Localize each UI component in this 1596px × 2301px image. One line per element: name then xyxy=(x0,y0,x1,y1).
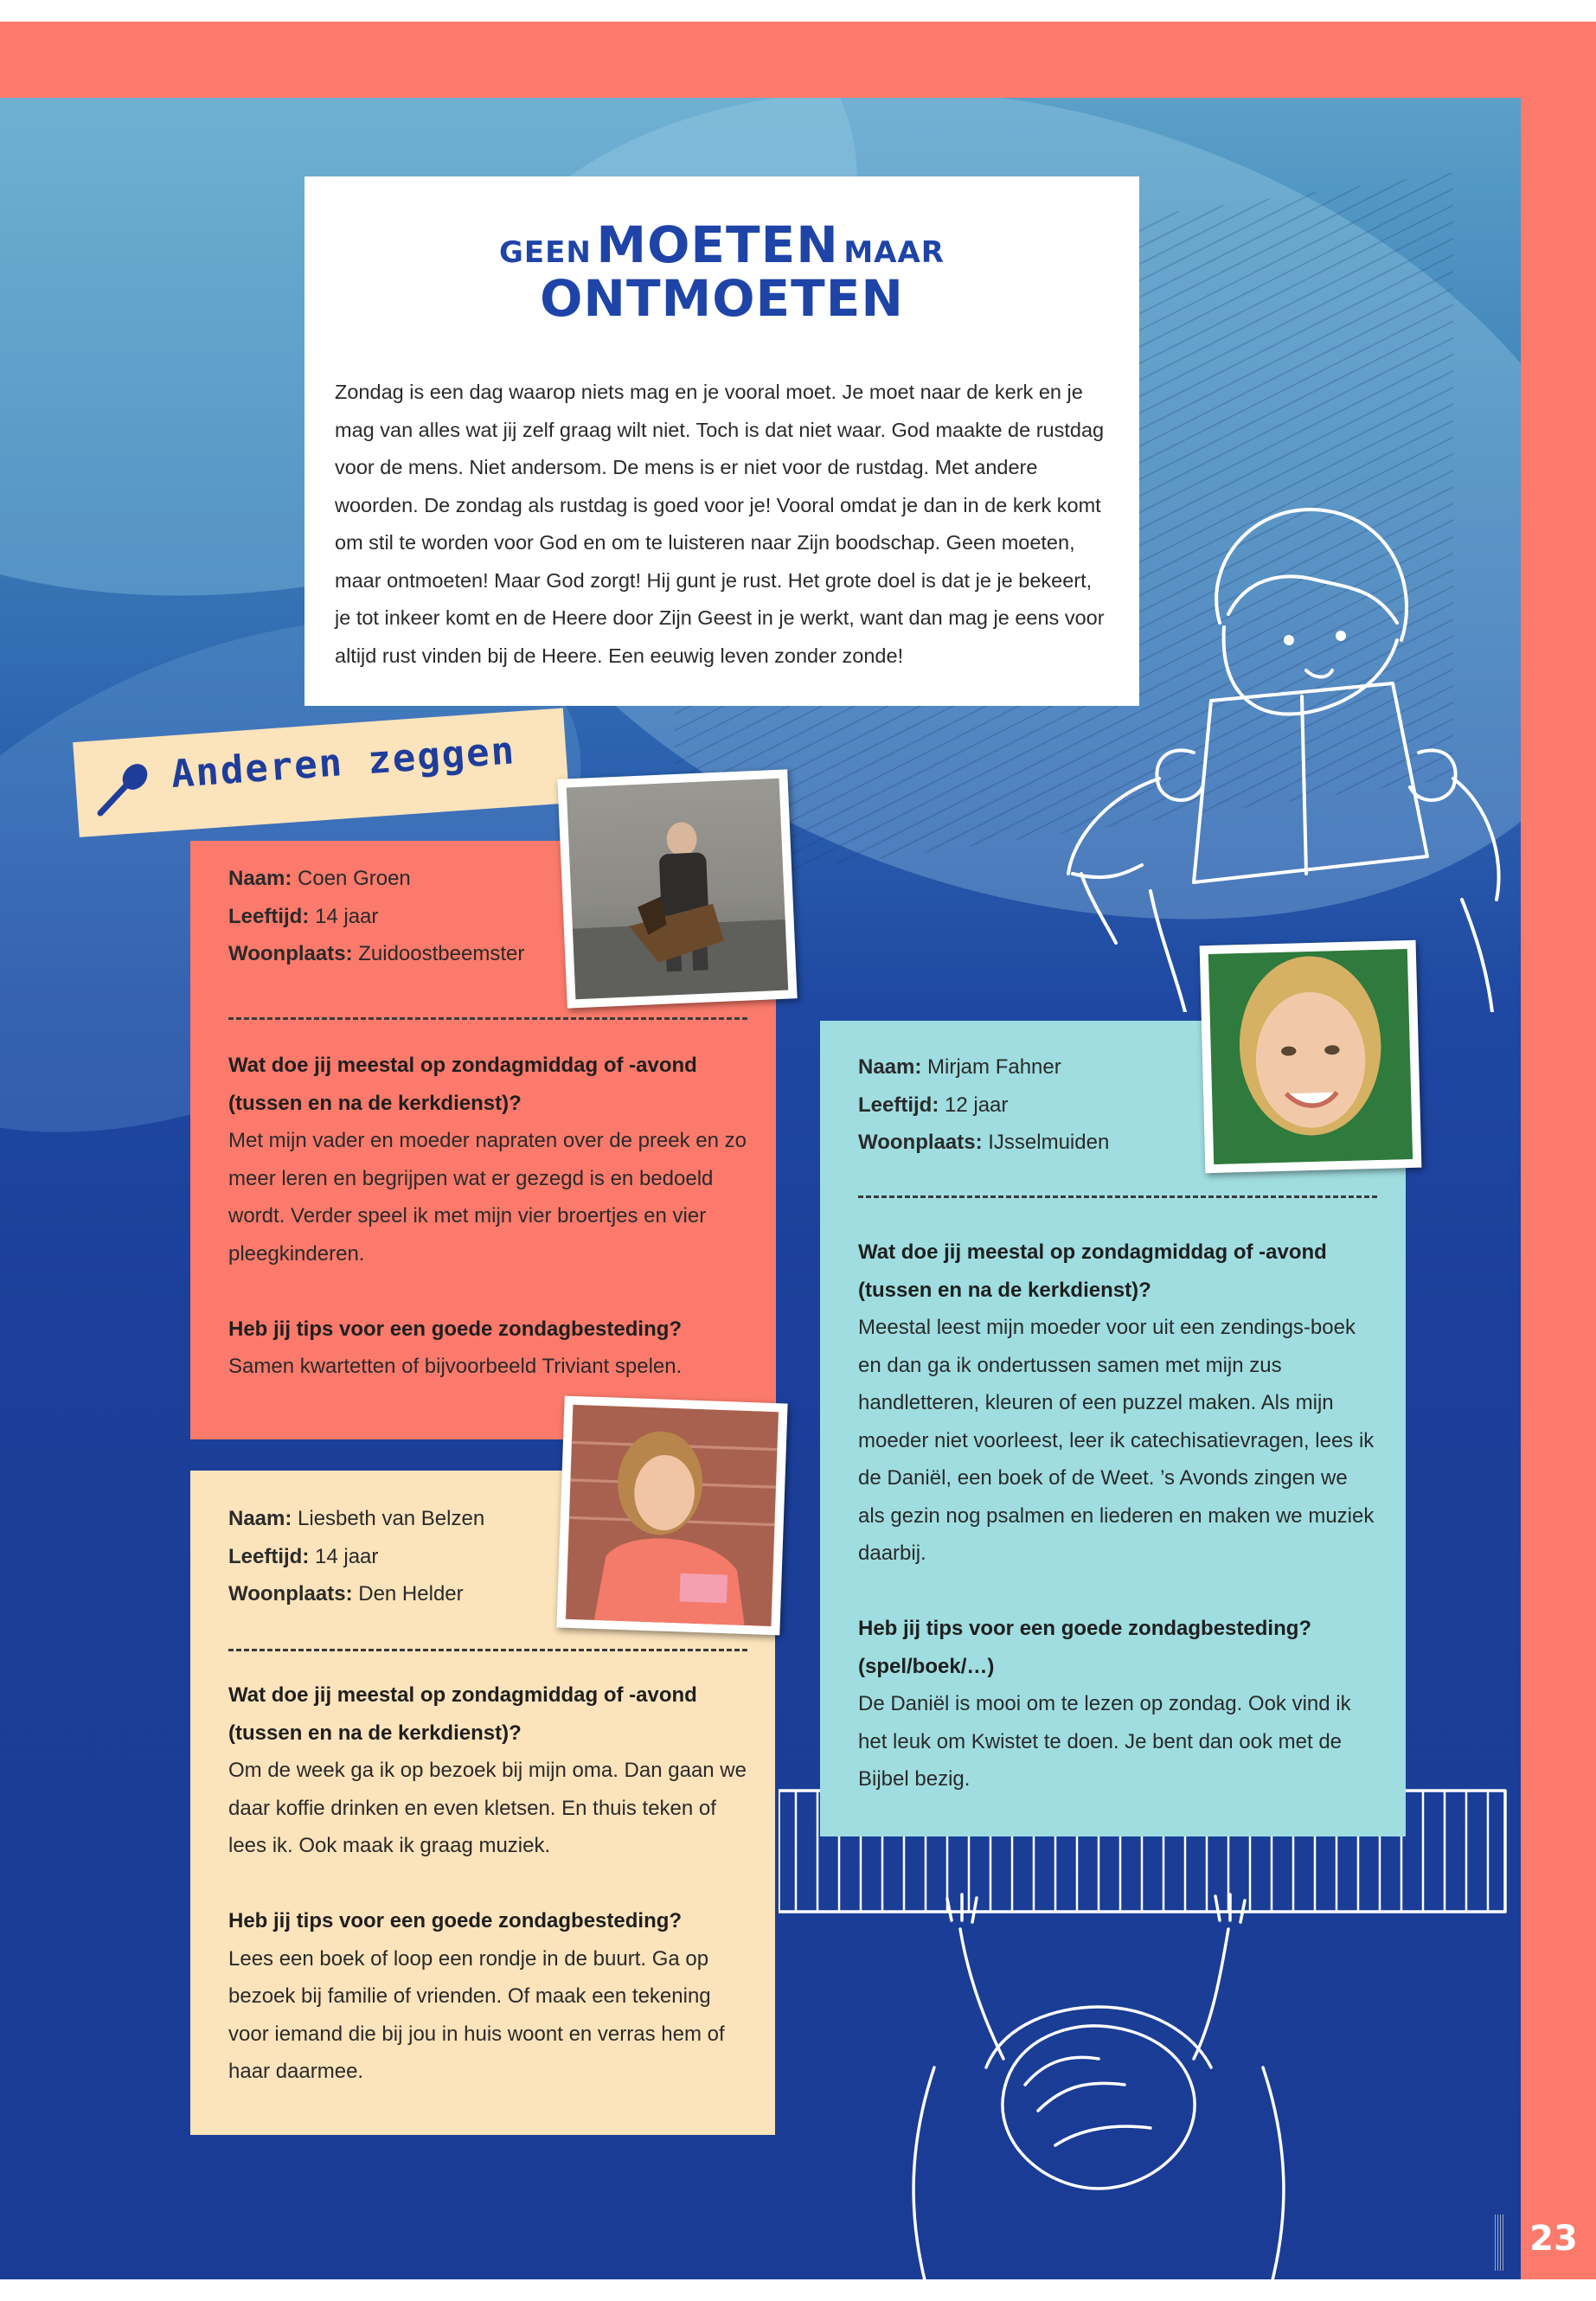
section-banner-label: Anderen zeggen xyxy=(170,728,517,797)
residence-value: Den Helder xyxy=(358,1582,464,1606)
question-2: Heb jij tips voor een goede zondagbesteding? xyxy=(228,1317,683,1341)
name-label: Naam: xyxy=(228,1507,292,1530)
question-1: Wat doe jij meestal op zondagmiddag of -avond (tussen en na de kerkdienst)? xyxy=(228,1054,697,1115)
answer-1: Meestal leest mijn moeder voor uit een zendings-boek en dan ga ik ondertussen samen met mijn zus handletteren, kleuren of een puzzel maken. Als mijn moeder niet voorleest, leer ik catechisatievragen, lees ik de Daniël, een boek of de Weet. ’s Avonds zingen we als gezin nog psalmen en liederen en maken we muziek daarbij. xyxy=(858,1316,1375,1565)
title-maar: MAAR xyxy=(843,235,945,270)
name-value: Coen Groen xyxy=(298,867,411,890)
page-number-decoration xyxy=(1495,2214,1503,2271)
age-value: 14 jaar xyxy=(315,1544,379,1568)
page-title xyxy=(304,215,1139,328)
answer-1: Om de week ga ik op bezoek bij mijn oma. Dan gaan we daar koffie drinken en even kletsen. En thuis teken of lees ik. Ook maak ik graag muziek. xyxy=(228,1759,747,1857)
age-label: Leeftijd: xyxy=(858,1093,939,1117)
photo-liesbeth xyxy=(556,1396,787,1636)
age-label: Leeftijd: xyxy=(228,1544,310,1568)
question-2: Heb jij tips voor een goede zondagbesteding? xyxy=(228,1909,683,1932)
name-value: Liesbeth van Belzen xyxy=(298,1507,485,1530)
question-1: Wat doe jij meestal op zondagmiddag of -avond (tussen en na de kerkdienst)? xyxy=(228,1683,697,1745)
right-band xyxy=(1521,22,1596,2279)
piano-player-doodle xyxy=(779,1782,1514,2284)
residence-label: Woonplaats: xyxy=(858,1131,983,1154)
dashed-divider xyxy=(228,1649,747,1651)
answer-2: Samen kwartetten of bijvoorbeeld Triviant spelen. xyxy=(228,1355,683,1378)
title-geen: GEEN xyxy=(498,235,592,270)
photo-coen xyxy=(557,769,797,1008)
bottom-margin xyxy=(0,2279,1596,2301)
answer-1: Met mijn vader en moeder napraten over de preek en zo meer leren en begrijpen wat er gezegd is en bedoeld wordt. Verder speel ik met mijn vier broertjes en vier pleegkinderen. xyxy=(228,1129,747,1266)
name-label: Naam: xyxy=(228,867,292,890)
photo-mirjam xyxy=(1200,940,1422,1173)
age-label: Leeftijd: xyxy=(228,904,310,928)
page-number: 23 xyxy=(1529,2219,1578,2259)
title-moeten: MOETEN xyxy=(596,215,839,274)
top-band xyxy=(0,22,1596,98)
residence-label: Woonplaats: xyxy=(228,1582,353,1606)
title-ontmoeten: ONTMOETEN xyxy=(540,269,904,328)
intro-box xyxy=(304,176,1139,706)
answer-2: De Daniël is mooi om te lezen op zondag. Ook vind ik het leuk om Kwistet te doen. Je bent dan ook met de Bijbel bezig. xyxy=(858,1692,1351,1791)
age-value: 12 jaar xyxy=(945,1093,1009,1117)
residence-label: Woonplaats: xyxy=(228,942,353,965)
name-value: Mirjam Fahner xyxy=(927,1055,1061,1079)
dashed-divider xyxy=(228,1017,747,1020)
question-2: Heb jij tips voor een goede zondagbesteding? (spel/boek/…) xyxy=(858,1617,1312,1678)
age-value: 14 jaar xyxy=(315,904,379,928)
intro-paragraph: Zondag is een dag waarop niets mag en je vooral moet. Je moet naar de kerk en je mag van alles wat jij zelf graag wilt niet. Toch is dat niet waar. God maakte de rustdag voor de mens. Niet andersom. De mens is er niet voor de rustdag. Met andere woorden. De zondag als rustdag is goed voor je! Vooral omdat je dan in de kerk komt om stil te worden voor God en om te luisteren naar Zijn boodschap. Geen moeten, maar ontmoeten! Maar God zorgt! Hij gunt je rust. Het grote doel is dat je je bekeert, je tot inkeer komt en de Heere door Zijn Geest in je werkt, want dan mag je eens voor altijd rust vinden bij de Heere. Een eeuwig leven zonder zonde! xyxy=(335,381,1105,667)
question-1: Wat doe jij meestal op zondagmiddag of -avond (tussen en na de kerkdienst)? xyxy=(858,1240,1327,1302)
name-label: Naam: xyxy=(858,1055,922,1079)
residence-value: Zuidoostbeemster xyxy=(358,942,525,965)
microphone-icon xyxy=(93,760,154,820)
answer-2: Lees een boek of loop een rondje in de buurt. Ga op bezoek bij familie of vrienden. Of maak een tekening voor iemand die bij jou in huis woont en verras hem of haar daarmee. xyxy=(228,1946,725,2083)
residence-value: IJsselmuiden xyxy=(988,1131,1110,1154)
dashed-divider xyxy=(858,1195,1377,1198)
